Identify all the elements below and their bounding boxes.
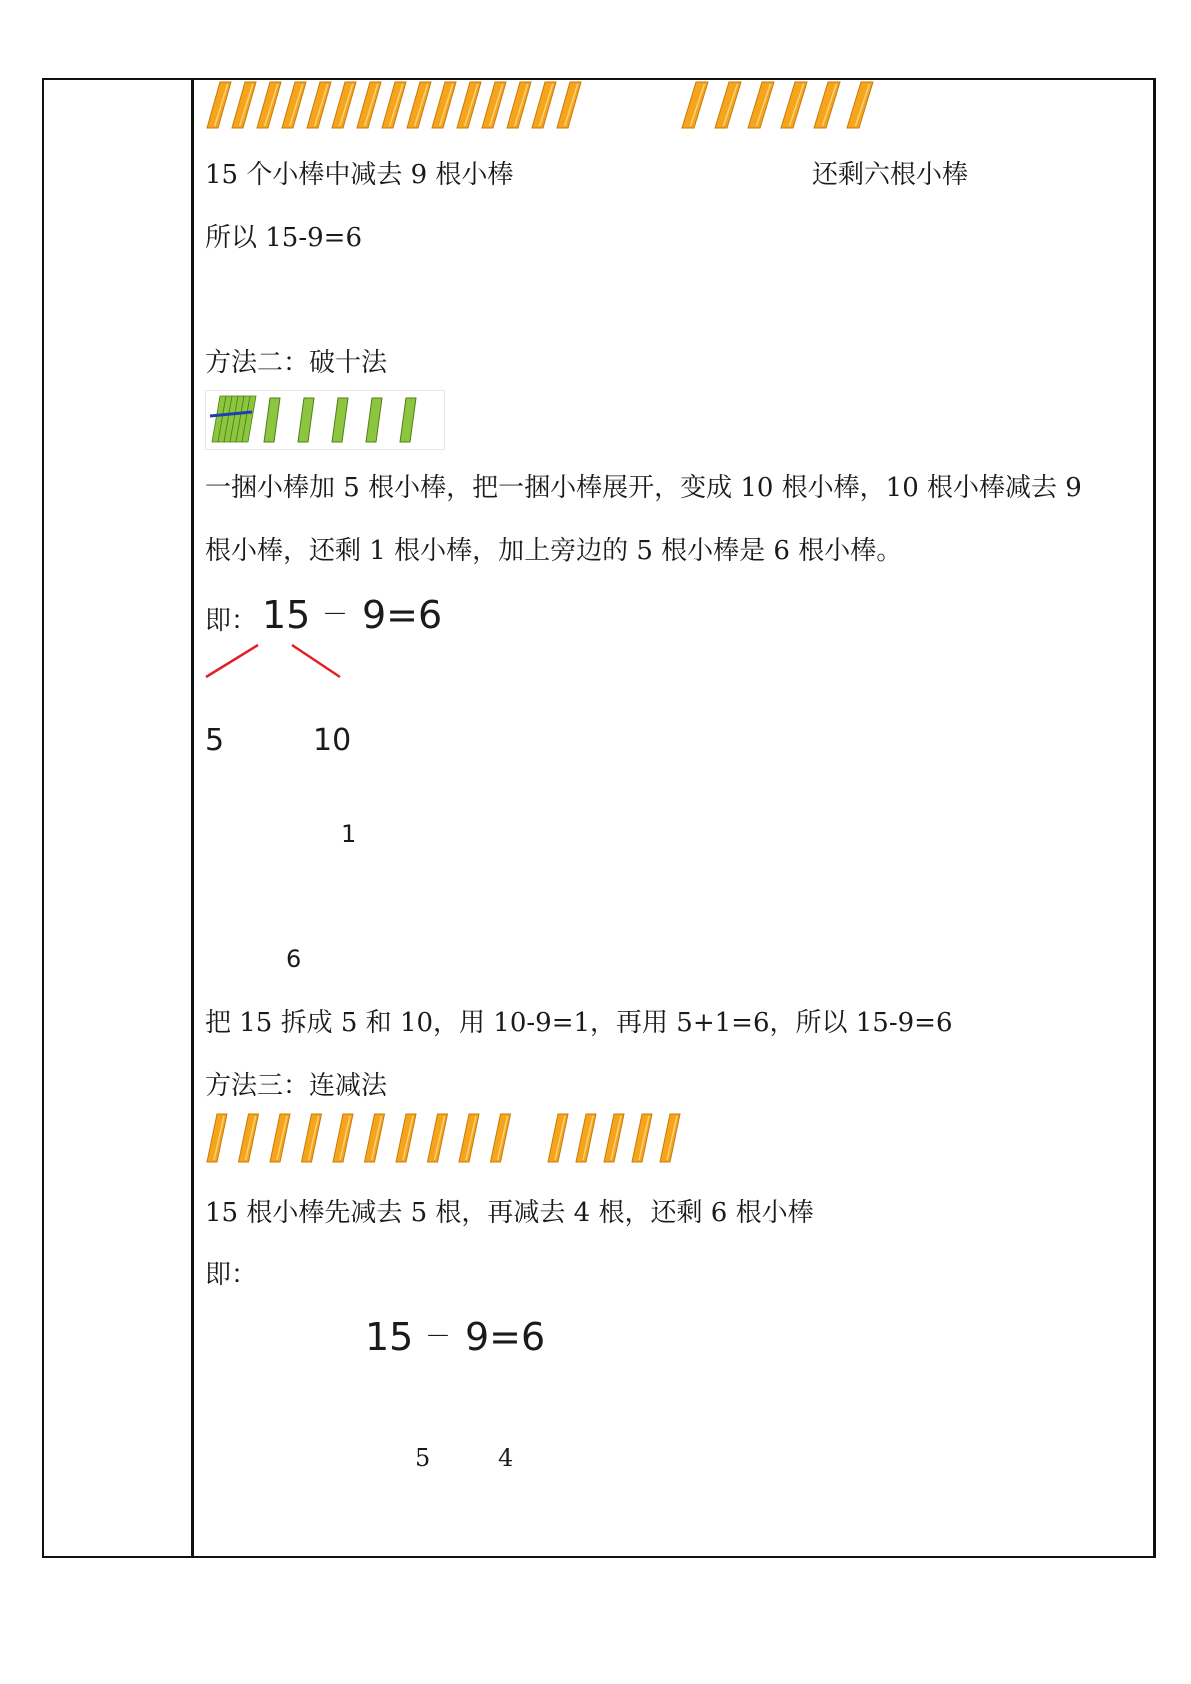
s2-split-1: 1: [341, 820, 357, 848]
orange-stick: [632, 1114, 652, 1162]
orange-sticks-group-10: [205, 1112, 535, 1166]
orange-stick: [491, 1114, 511, 1162]
orange-stick: [576, 1114, 596, 1162]
orange-stick: [365, 1114, 385, 1162]
s1-line2: 所以 15-9=6: [205, 223, 363, 253]
s1-line1-left: 15 个小棒中减去 9 根小棒: [205, 160, 514, 190]
orange-stick: [396, 1114, 416, 1162]
s2-paragraph-line1: 一捆小棒加 5 根小棒，把一捆小棒展开，变成 10 根小棒，10 根小棒减去 9: [205, 473, 1082, 503]
s3-eq-prefix: 即：: [205, 1260, 258, 1290]
s2-split-6: 6: [286, 945, 302, 973]
s2-split-10: 10: [313, 723, 352, 758]
s3-eq-rest: 9=6: [465, 1315, 546, 1359]
s3-heading: 方法三：连减法: [205, 1071, 388, 1101]
s3-description: 15 根小棒先减去 5 根，再减去 4 根，还剩 6 根小棒: [205, 1198, 814, 1228]
s3-eq-15: 15: [365, 1315, 414, 1359]
orange-stick: [239, 1114, 259, 1162]
s2-summary: 把 15 拆成 5 和 10，用 10-9=1，再用 5+1=6，所以 15-9=6: [205, 1008, 953, 1038]
orange-stick: [333, 1114, 353, 1162]
s3-eq-minus: －: [425, 1322, 452, 1352]
orange-stick: [207, 1114, 227, 1162]
orange-stick: [270, 1114, 290, 1162]
orange-stick: [302, 1114, 322, 1162]
s3-split-5: 5: [415, 1444, 431, 1472]
s2-eq-prefix: 即：: [205, 606, 258, 636]
s2-eq-15: 15: [262, 593, 311, 637]
orange-stick: [604, 1114, 624, 1162]
s2-eq-rest: 9=6: [362, 593, 443, 637]
orange-stick: [428, 1114, 448, 1162]
orange-stick: [548, 1114, 568, 1162]
s3-split-4: 4: [498, 1444, 514, 1472]
s1-line1-right: 还剩六根小棒: [812, 160, 969, 190]
s2-eq-minus: －: [322, 600, 349, 630]
split-line-right: [292, 645, 340, 677]
s2-split-5: 5: [205, 723, 225, 758]
orange-stick: [459, 1114, 479, 1162]
split-line-left: [206, 645, 258, 677]
orange-stick: [660, 1114, 680, 1162]
s2-heading: 方法二：破十法: [205, 348, 388, 378]
orange-sticks-group-5: [546, 1112, 696, 1166]
s2-paragraph-line2: 根小棒，还剩 1 根小棒，加上旁边的 5 根小棒是 6 根小棒。: [205, 536, 903, 566]
